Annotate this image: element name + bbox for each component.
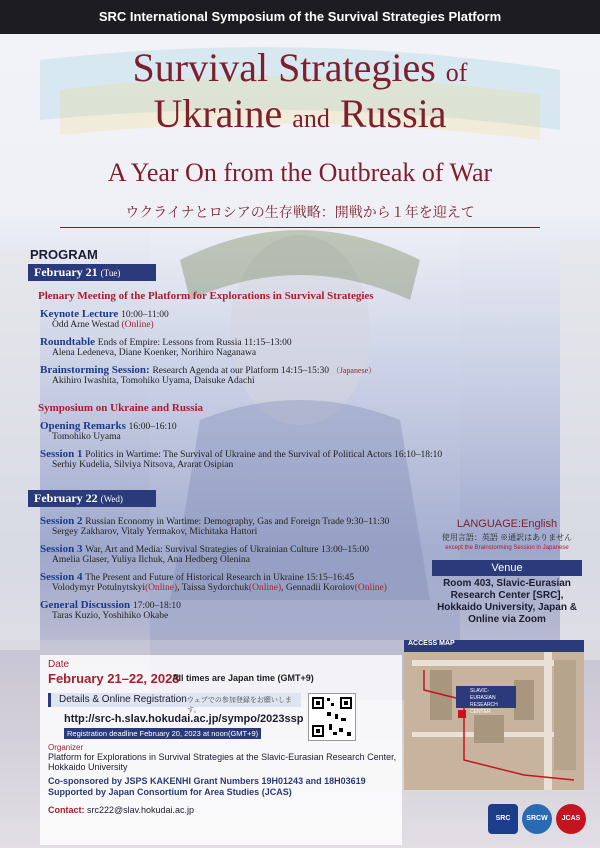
roundtable-names: Alena Ledeneva, Diane Koenker, Norihiro Naganawa [52,348,257,358]
access-map [404,640,584,790]
session3-title: Session 3 War, Art and Media: Survival Strategies of Ukrainian Culture 13:00–15:00 [40,543,370,555]
general-discussion-title: General Discussion 17:00–18:10 [40,599,181,611]
japanese-title: ウクライナとロシアの生存戦略：開戦から１年を迎えて [60,202,540,228]
program-label: PROGRAM [30,247,98,262]
session1-title: Session 1 Politics in Wartime: The Survival of Ukraine and the Survival of Political Actors 16:10–18:10 [40,448,443,460]
title-ukraine: Ukraine [153,91,283,136]
language-title: LANGUAGE:English [456,518,558,530]
registration-title: Details & Online Registration [59,694,187,705]
map-src-marker: SLAVIC-EURASIAN RESEARCH CENTER [456,686,516,708]
access-map-label: ACCESS MAP [408,640,455,647]
support-text: Supported by Japan Consortium for Area Studies (JCAS) [48,787,292,797]
plenary-heading: Plenary Meeting of the Platform for Explorations in Survival Strategies [38,290,374,302]
day1-date: February 21 [34,265,98,279]
logo-row [488,800,588,842]
registration-deadline: Registration deadline February 20, 2023 at noon(GMT+9) [64,728,261,739]
title-russia: Russia [339,91,447,136]
venue-box [432,560,582,630]
map-graphic [404,640,584,790]
organizer-text: Platform for Explorations in Survival Strategies at the Slavic-Eurasian Research Center, Hokkaido University [48,752,397,772]
contact-email[interactable]: src222@slav.hokudai.ac.jp [87,805,195,815]
qr-code-icon [309,694,355,740]
qr-code[interactable] [308,693,356,741]
contact-line: Contact: src222@slav.hokudai.ac.jp [48,805,195,815]
symposium-heading: Symposium on Ukraine and Russia [38,402,204,414]
title-line-2 [0,90,600,137]
title-and: and [292,104,330,133]
day2-date-bar [28,490,156,507]
registration-box [48,693,301,714]
src-logo: SRC [488,804,518,834]
jcas-logo: JCAS [556,804,586,834]
title-of: of [445,58,468,87]
opening-names: Tomohiko Uyama [52,432,121,442]
cosponsor-text: Co-sponsored by JSPS KAKENHI Grant Numbers 19H01243 and 18H03619 [48,776,366,786]
opening-title: Opening Remarks 16:00–16:10 [40,420,177,432]
venue-text: Room 403, Slavic-Eurasian Research Center [SRC], Hokkaido University, Japan & Online via Zoom [437,578,577,625]
day2-weekday: (Wed) [100,494,123,504]
subtitle: A Year On from the Outbreak of War [107,158,493,187]
language-box [432,518,582,556]
date-value: February 21–22, 2023 [48,671,180,686]
info-panel [40,655,402,845]
top-bar [0,0,600,34]
session2-names: Sergey Zakharov, Vitaly Yermakov, Michitaka Hattori [52,527,258,537]
timezone-note: All times are Japan time (GMT+9) [172,673,314,683]
general-discussion-names: Taras Kuzio, Yoshihiko Okabe [52,611,169,621]
organizer-label: Organizer [48,743,84,752]
title-line-1 [0,44,600,91]
venue-label: Venue [432,560,582,576]
title-survival-strategies: Survival Strategies [132,45,436,90]
registration-url[interactable]: http://src-h.slav.hokudai.ac.jp/sympo/2023ssp [64,713,304,725]
top-bar-text: SRC International Symposium of the Survival Strategies Platform [98,9,502,24]
session1-names: Serhiy Kudelia, Silviya Nitsova, Ararat Osipian [52,460,234,470]
roundtable-title: Roundtable Ends of Empire: Lessons from Russia 11:15–13:00 [40,336,292,348]
registration-jp: ウェブでの参加登録をお願いします。 [187,697,292,714]
keynote-title: Keynote Lecture 10:00–11:00 [40,308,169,320]
day1-weekday: (Tue) [100,268,121,278]
date-label: Date [48,659,70,670]
day1-date-bar [28,264,156,281]
brainstorming-names: Akihiro Iwashita, Tomohiko Uyama, Daisuke Adachi [52,376,255,386]
session4-title: Session 4 The Present and Future of Historical Research in Ukraine 15:15–16:45 [40,571,355,583]
session2-title: Session 2 Russian Economy in Wartime: Demography, Gas and Foreign Trade 9:30–11:30 [40,515,390,527]
brainstorming-title: Brainstorming Session: Research Agenda at our Platform 14:15–15:30 （Japanese） [40,364,377,376]
session4-names: Volodymyr Potulnytskyi(Online), Taissa Sydorchuk(Online), Gennadii Korolov(Online) [52,583,387,593]
session3-names: Amelia Glaser, Yuliya Ilchuk, Ana Hedberg Olenina [52,555,251,565]
srcw-logo: SRCW [522,804,552,834]
keynote-speaker: Odd Arne Westad (Online) [52,320,154,330]
day2-date: February 22 [34,491,98,505]
language-jp: 使用言語：英語 ※通訳はありません [441,533,573,542]
language-exception: except the Brainstorming Session in Japanese [445,545,569,551]
